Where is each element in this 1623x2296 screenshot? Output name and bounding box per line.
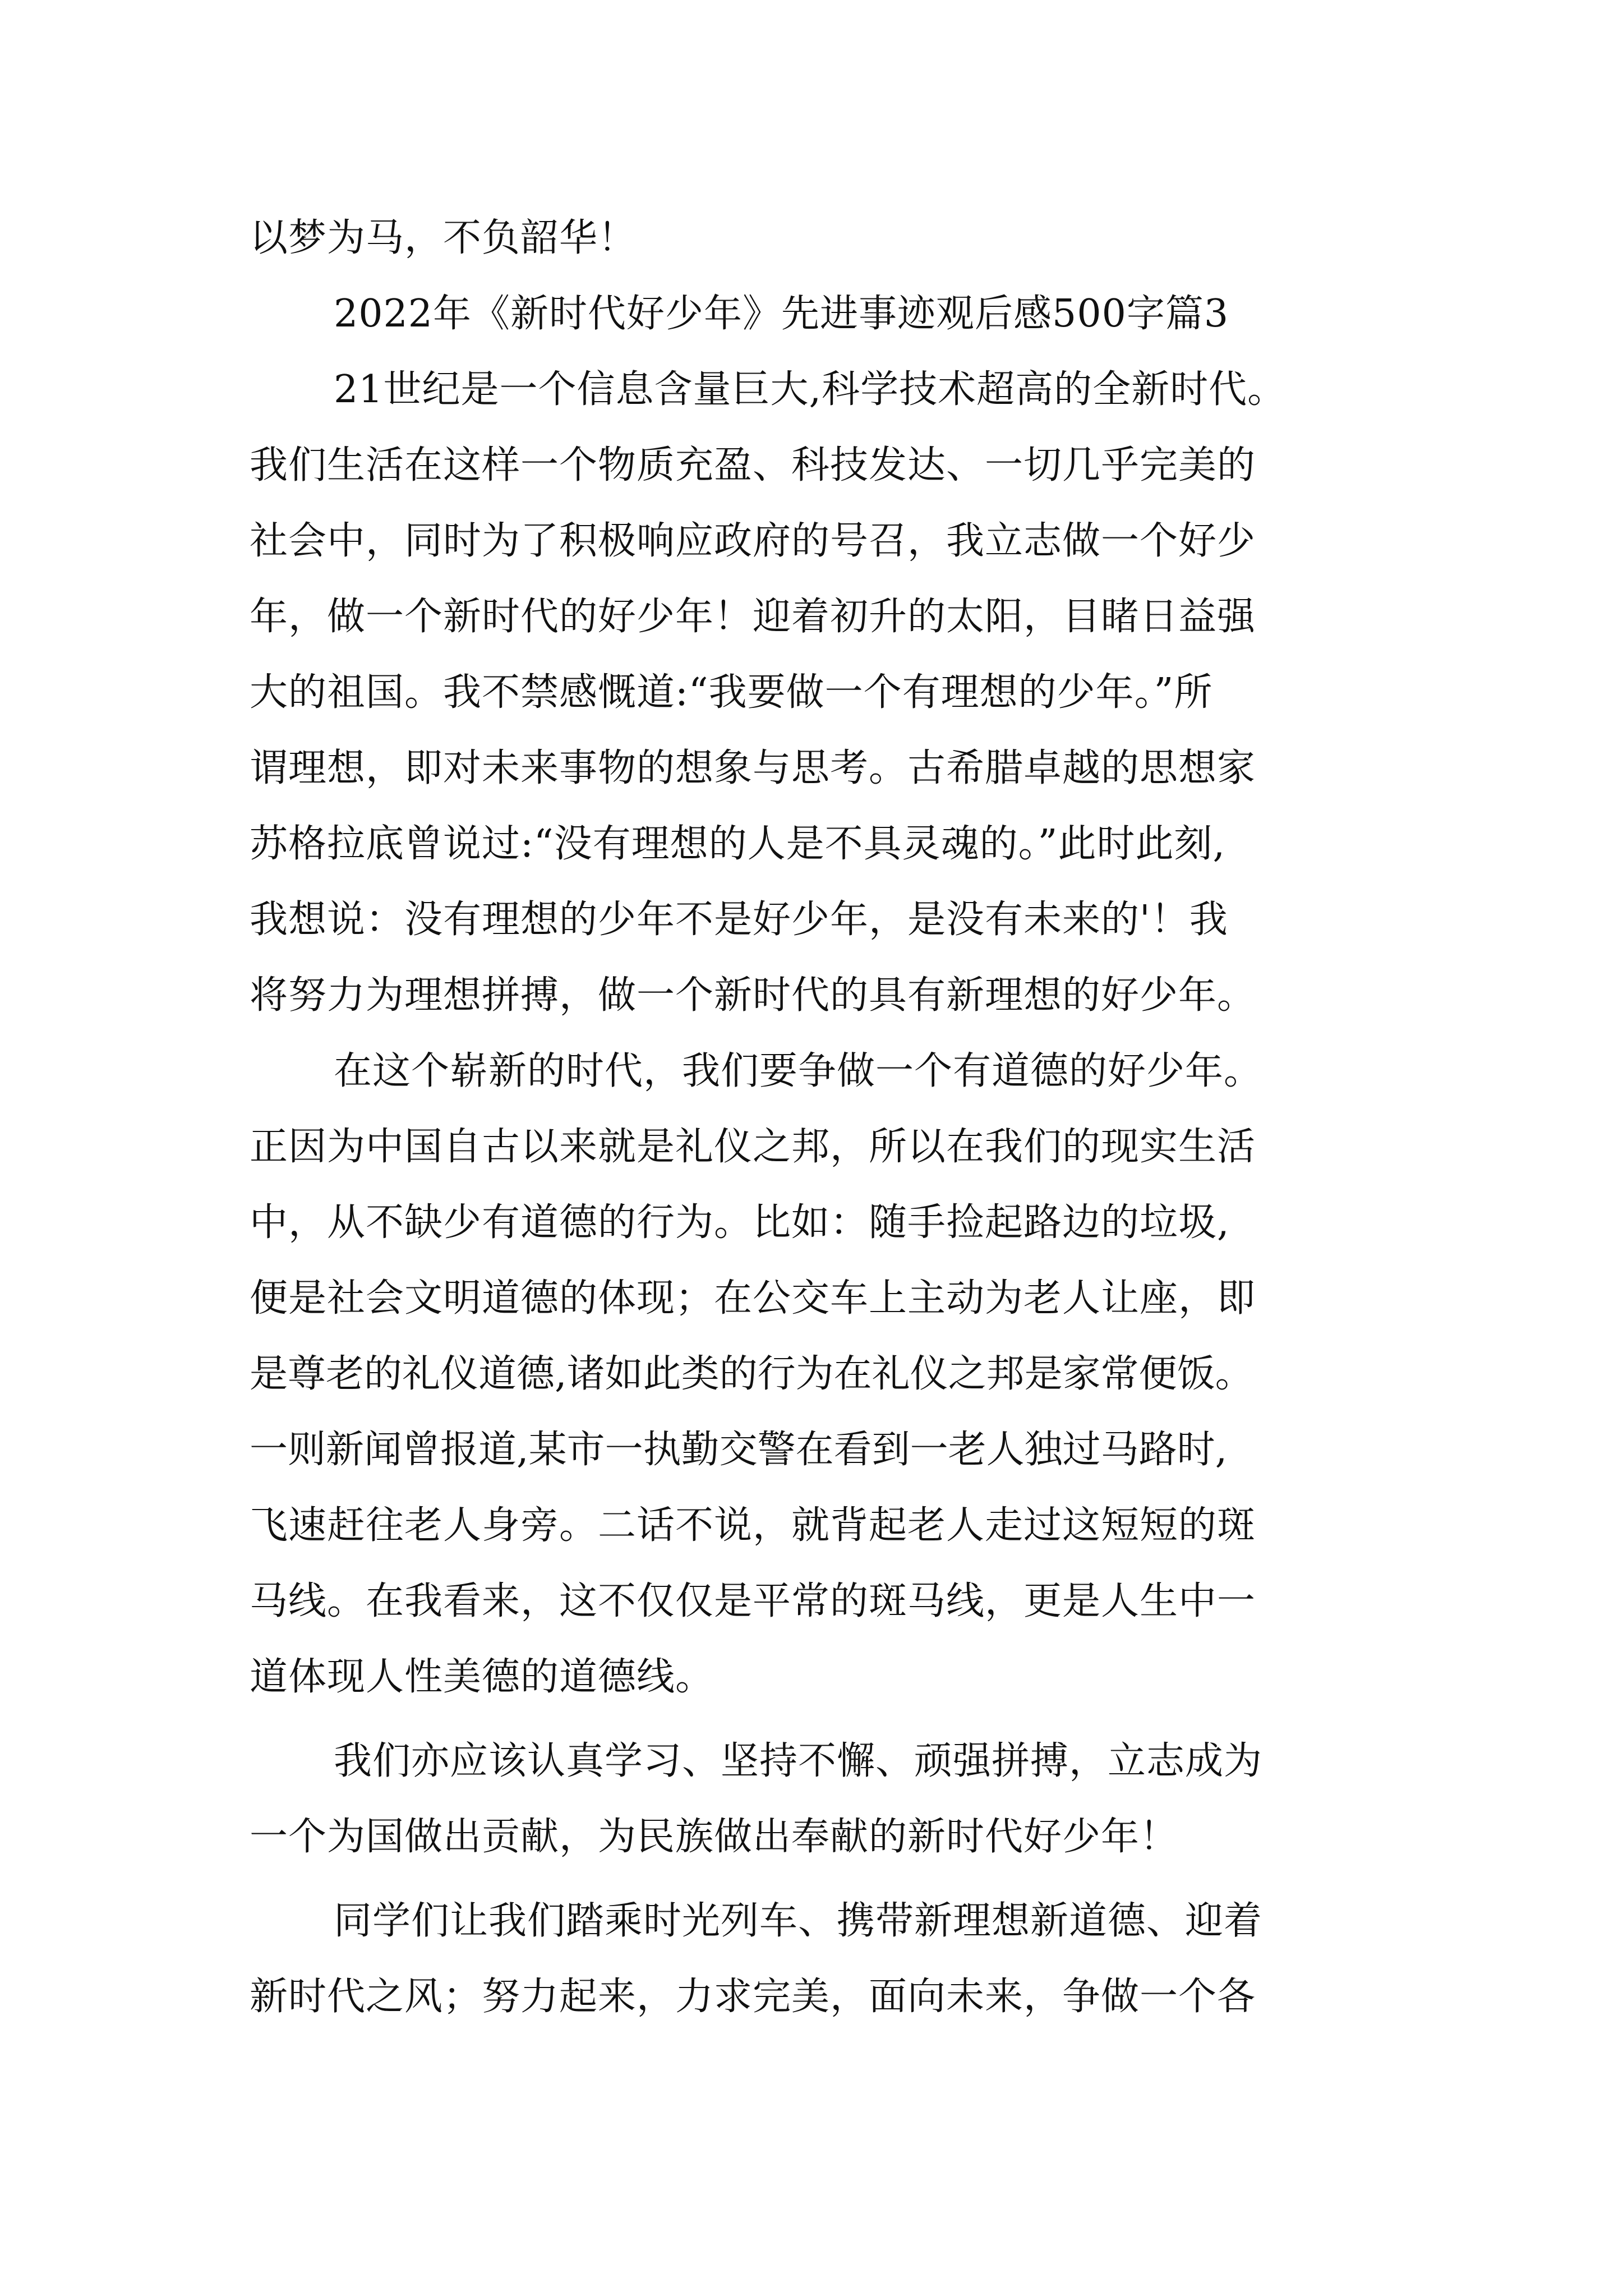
text-line: 在这个崭新的时代，我们要争做一个有道德的好少年。 [334,1049,1263,1093]
text-line: 道体现人性美德的道德线。 [250,1655,714,1699]
text-line: 一个为国做出贡献，为民族做出奉献的新时代好少年！ [250,1815,1179,1859]
text-line: 年，做一个新时代的好少年！迎着初升的太阳，目睹日益强 [250,595,1256,639]
text-line: 将努力为理想拼搏，做一个新时代的具有新理想的好少年。 [250,973,1256,1018]
text-line: 我们生活在这样一个物质充盈、科技发达、一切几乎完美的 [250,443,1256,487]
text-line: 同学们让我们踏乘时光列车、携带新理想新道德、迎着 [334,1899,1263,1943]
text-line: 21世纪是一个信息含量巨大,科学技术超高的全新时代。 [334,367,1287,412]
text-line: 谓理想，即对未来事物的想象与思考。古希腊卓越的思想家 [250,746,1256,790]
text-line: 以梦为马，不负韶华！ [250,216,637,260]
text-line: 便是社会文明道德的体现；在公交车上主动为老人让座，即 [250,1276,1256,1320]
text-line: 中，从不缺少有道德的行为。比如：随手捡起路边的垃圾, [250,1200,1230,1245]
text-line: 我想说：没有理想的少年不是好少年，是没有未来的'！我 [250,898,1228,942]
text-line: 飞速赶往老人身旁。二话不说，就背起老人走过这短短的斑 [250,1503,1256,1548]
text-line: 是尊老的礼仪道德,诸如此类的行为在礼仪之邦是家常便饭。 [250,1352,1253,1396]
text-line: 马线。在我看来，这不仅仅是平常的斑马线，更是人生中一 [250,1579,1256,1623]
text-line: 我们亦应该认真学习、坚持不懈、顽强拼搏，立志成为 [334,1739,1263,1783]
text-line: 正因为中国自古以来就是礼仪之邦，所以在我们的现实生活 [250,1125,1256,1169]
section-heading: 2022年《新时代好少年》先进事迹观后感500字篇3 [334,292,1229,336]
text-line: 苏格拉底曾说过:“没有理想的人是不具灵魂的。”此时此刻, [250,822,1226,866]
text-line: 一则新闻曾报道,某市一执勤交警在看到一老人独过马路时, [250,1428,1228,1472]
text-line: 新时代之风；努力起来，力求完美，面向未来，争做一个各 [250,1975,1256,2019]
text-line: 社会中，同时为了积极响应政府的号召，我立志做一个好少 [250,519,1256,563]
text-line: 大的祖国。我不禁感慨道:“我要做一个有理想的少年。”所 [250,670,1213,715]
